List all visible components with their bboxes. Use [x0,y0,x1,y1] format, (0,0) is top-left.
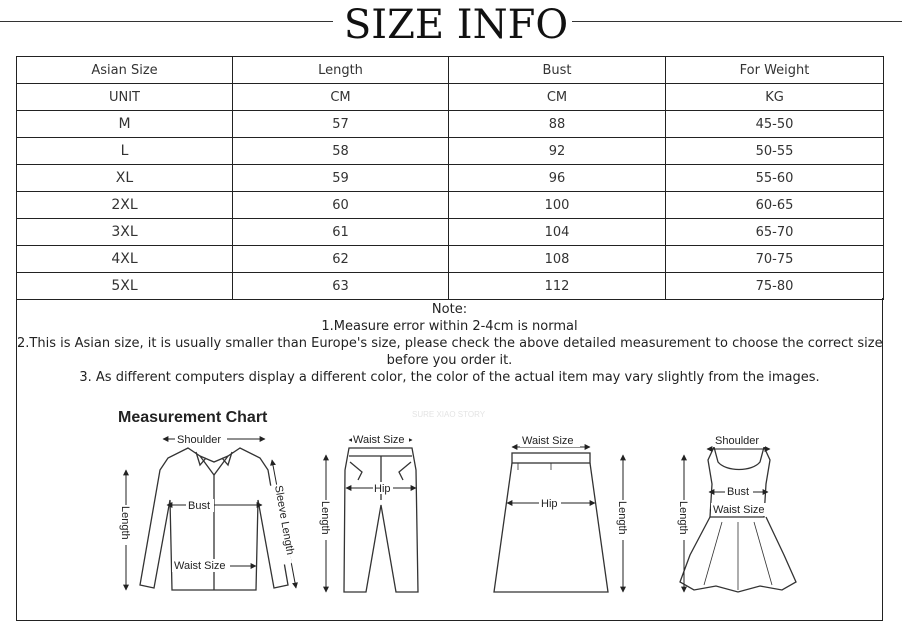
note-line-2: 2.This is Asian size, it is usually smaller than Europe's size, please check the above detailed measurement to choose the correct size [17,336,883,351]
header-for-weight: For Weight [666,57,884,84]
header-length: Length [233,57,449,84]
note-line-2-cont: before you order it. [386,353,513,368]
bust-cell: 108 [449,246,666,273]
weight-cell: 60-65 [666,192,884,219]
shirt-length-label: Length [119,506,131,540]
skirt-hip-label: Hip [541,498,558,510]
skirt-illustration [494,453,608,592]
weight-cell: 70-75 [666,246,884,273]
length-cell: 59 [233,165,449,192]
weight-cell: 75-80 [666,273,884,300]
bust-cell: 104 [449,219,666,246]
shirt-waist-label: Waist Size [174,560,226,572]
notes-heading: Note: [431,302,468,317]
shirt-sleeve-label: Sleeve Length [272,484,297,556]
dress-shoulder-label: Shoulder [715,435,760,447]
skirt-length-label: Length [616,501,628,535]
size-cell: XL [17,165,233,192]
size-cell: L [17,138,233,165]
dress-waist-label: Waist Size [713,504,765,516]
pants-measure-lines [326,440,416,592]
length-cell: 60 [233,192,449,219]
weight-cell: 50-55 [666,138,884,165]
bust-cell: 92 [449,138,666,165]
bust-cell: 100 [449,192,666,219]
page-title: SIZE INFO [343,2,569,48]
length-cell: 58 [233,138,449,165]
shirt-shoulder-label: Shoulder [177,434,222,446]
skirt-waist-label: Waist Size [522,435,574,447]
shirt-bust-label: Bust [188,500,211,512]
note-line-1: 1.Measure error within 2-4cm is normal [321,319,578,334]
unit-length: CM [233,84,449,111]
bust-cell: 96 [449,165,666,192]
size-cell: 4XL [17,246,233,273]
weight-cell: 55-60 [666,165,884,192]
size-cell: 3XL [17,219,233,246]
note-line-3: 3. As different computers display a different color, the color of the actual item may vary slightly from the images. [79,370,820,385]
length-cell: 62 [233,246,449,273]
size-cell: 2XL [17,192,233,219]
unit-bust: CM [449,84,666,111]
bust-cell: 88 [449,111,666,138]
dress-bust-label: Bust [727,486,750,498]
pants-illustration [344,448,418,592]
weight-cell: 65-70 [666,219,884,246]
length-cell: 61 [233,219,449,246]
length-cell: 63 [233,273,449,300]
size-cell: M [17,111,233,138]
dress-illustration [680,447,796,592]
header-bust: Bust [449,57,666,84]
dress-length-label: Length [677,501,689,535]
unit-weight: KG [666,84,884,111]
weight-cell: 45-50 [666,111,884,138]
header-asian-size: Asian Size [17,57,233,84]
unit-label: UNIT [17,84,233,111]
pants-waist-label: Waist Size [353,434,405,446]
measurement-chart-title: Measurement Chart [118,409,268,426]
length-cell: 57 [233,111,449,138]
watermark: SURE XIAO STORY [412,410,486,419]
bust-cell: 112 [449,273,666,300]
size-cell: 5XL [17,273,233,300]
pants-length-label: Length [319,501,331,535]
dress-measure-lines [684,449,770,592]
pants-hip-label: Hip [374,483,391,495]
